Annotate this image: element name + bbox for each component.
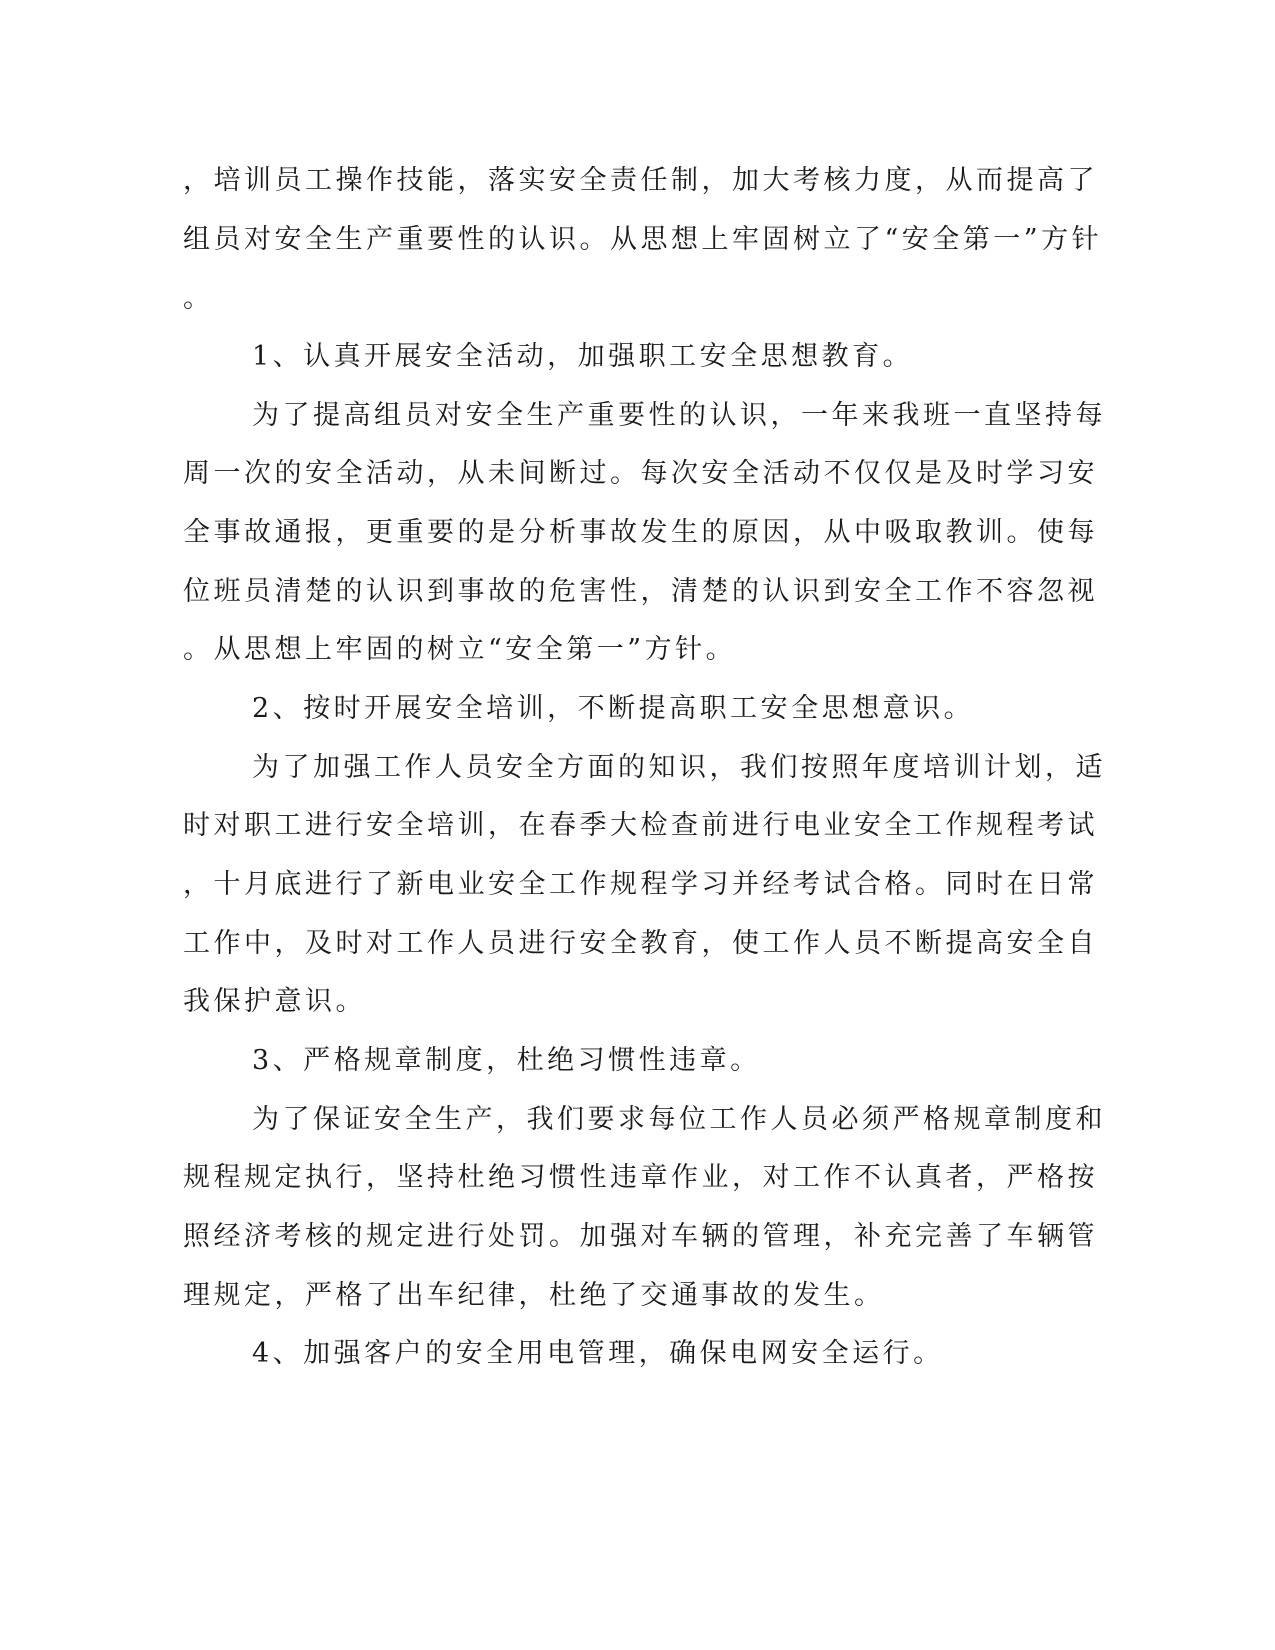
text-line: 位班员清楚的认识到事故的危害性，清楚的认识到安全工作不容忽视 <box>183 576 1098 607</box>
text-line: 。从思想上牢固的树立“安全第一”方针。 <box>183 634 737 665</box>
text-line: ，十月底进行了新电业安全工作规程学习并经考试合格。同时在日常 <box>183 869 1098 900</box>
text-line: 工作中，及时对工作人员进行安全教育，使工作人员不断提高安全自 <box>183 928 1098 959</box>
text-line: 为了提高组员对安全生产重要性的认识，一年来我班一直坚持每 <box>252 400 1106 431</box>
section-heading: 4、加强客户的安全用电管理，确保电网安全运行。 <box>252 1338 944 1369</box>
text-line: 我保护意识。 <box>183 986 366 1017</box>
section-heading: 1、认真开展安全活动，加强职工安全思想教育。 <box>252 341 914 372</box>
text-line: 照经济考核的规定进行处罚。加强对车辆的管理，补充完善了车辆管 <box>183 1221 1098 1252</box>
text-line: 全事故通报，更重要的是分析事故发生的原因，从中吸取教训。使每 <box>183 517 1098 548</box>
text-line: 周一次的安全活动，从未间断过。每次安全活动不仅仅是及时学习安 <box>183 458 1098 489</box>
text-line: 规程规定执行，坚持杜绝习惯性违章作业，对工作不认真者，严格按 <box>183 1162 1098 1193</box>
section-heading: 2、按时开展安全培训，不断提高职工安全思想意识。 <box>252 693 975 724</box>
text-line: 理规定，严格了出车纪律，杜绝了交通事故的发生。 <box>183 1280 885 1311</box>
text-line: 时对职工进行安全培训，在春季大检查前进行电业安全工作规程考试 <box>183 810 1098 841</box>
text-line: 。 <box>183 283 214 314</box>
text-line: 组员对安全生产重要性的认识。从思想上牢固树立了“安全第一”方针 <box>183 224 1103 255</box>
text-line: ，培训员工操作技能，落实安全责任制，加大考核力度，从而提高了 <box>183 165 1098 196</box>
text-line: 为了保证安全生产，我们要求每位工作人员必须严格规章制度和 <box>252 1104 1106 1135</box>
section-heading: 3、严格规章制度，杜绝习惯性违章。 <box>252 1045 761 1076</box>
text-line: 为了加强工作人员安全方面的知识，我们按照年度培训计划，适 <box>252 752 1106 783</box>
